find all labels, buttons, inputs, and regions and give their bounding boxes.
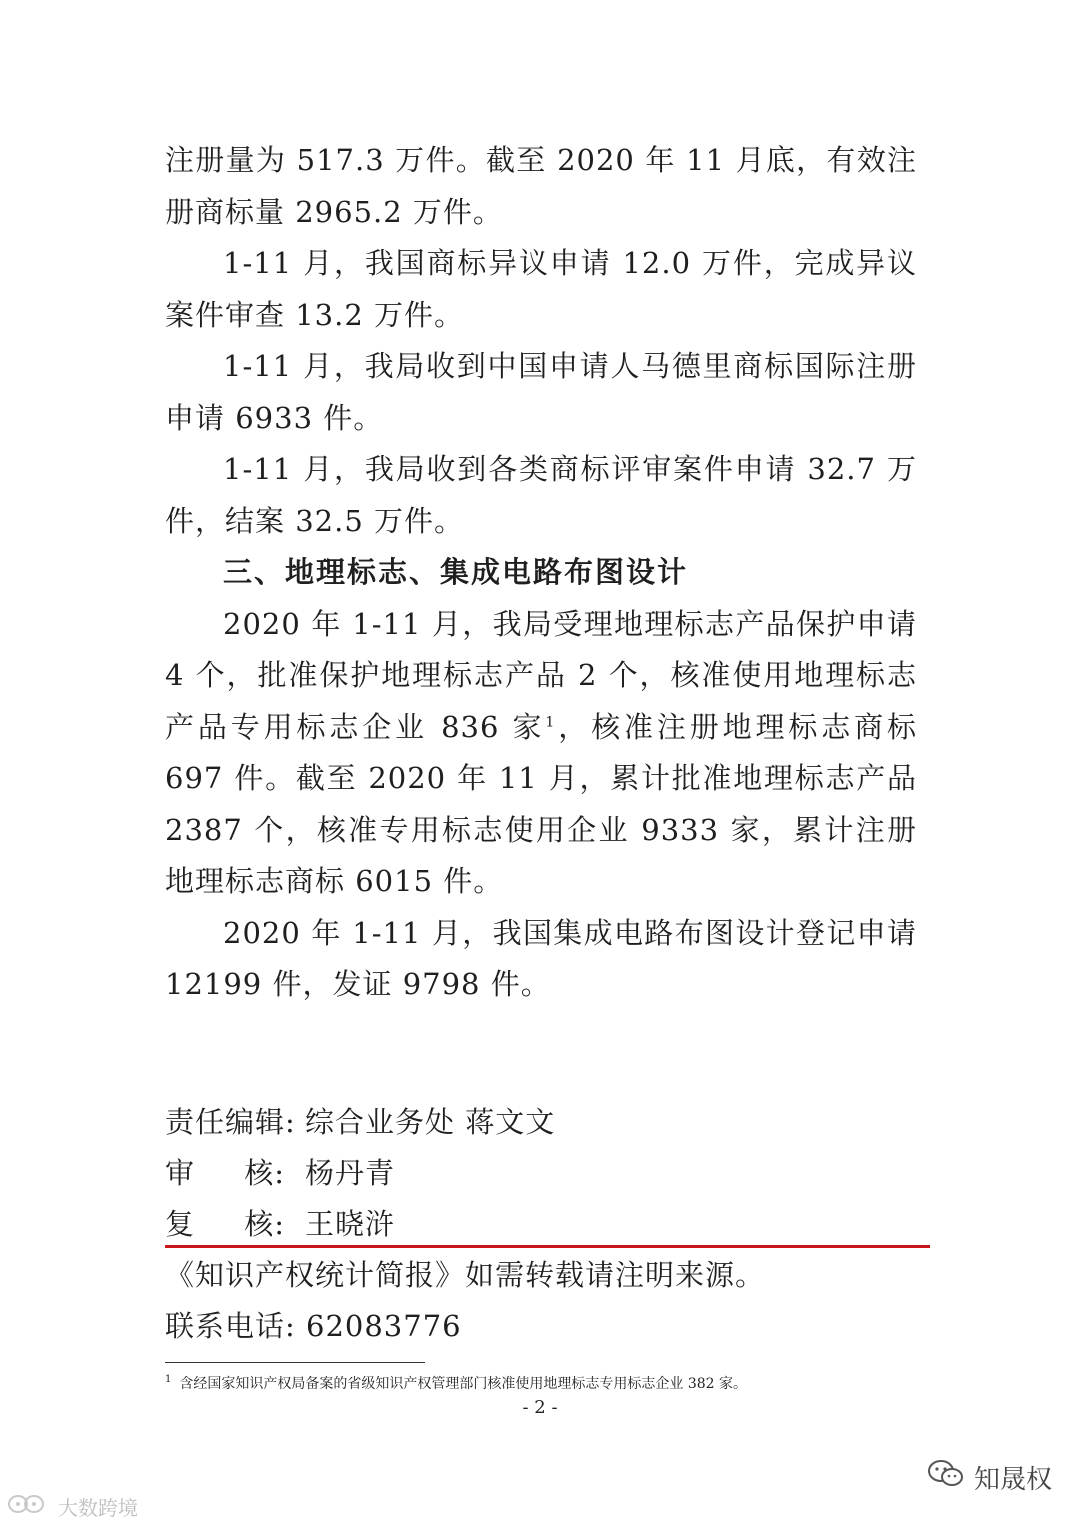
gi-text-part-2: ，核准注册地理标志商标 697 件。截至 2020 年 11 月，累计批准地理标志产品 2387 个，核准专用标志使用企业 9333 家，累计注册地理标志商标 6015 件。 bbox=[165, 709, 928, 898]
recheck-label bbox=[165, 1199, 285, 1250]
paragraph-madrid-applications: 1-11 月，我局收到中国申请人马德里商标国际注册申请 6933 件。 bbox=[165, 349, 917, 435]
review-label bbox=[165, 1148, 285, 1199]
paragraph-trademark-opposition: 1-11 月，我国商标异议申请 12.0 万件，完成异议案件审查 13.2 万件。 bbox=[165, 246, 917, 332]
editor-value: 综合业务处 蒋文文 bbox=[305, 1105, 556, 1139]
red-divider bbox=[165, 1245, 930, 1248]
page-number: - 2 - bbox=[522, 1397, 558, 1418]
notice-block bbox=[165, 1250, 765, 1352]
footnote bbox=[165, 1374, 747, 1394]
watermark-left-text: 大数跨境 bbox=[58, 1496, 138, 1520]
reprint-notice: 《知识产权统计简报》如需转载请注明来源。 bbox=[165, 1258, 766, 1292]
watermark-left bbox=[6, 1492, 138, 1521]
recheck-label-suffix: 核: bbox=[244, 1207, 285, 1241]
paragraph-ic-layout-design: 2020 年 1-11 月，我国集成电路布图设计登记申请 12199 件，发证 9798 件。 bbox=[165, 915, 928, 1001]
watermark-right bbox=[926, 1458, 1052, 1497]
review-label-suffix: 核: bbox=[244, 1156, 285, 1190]
paragraph-geographical-indications bbox=[165, 599, 928, 908]
signoff-review-row bbox=[165, 1148, 555, 1199]
wechat-icon bbox=[926, 1458, 966, 1497]
chat-bubble-icon bbox=[6, 1492, 52, 1521]
signoff-editor-row bbox=[165, 1097, 555, 1148]
recheck-label-char: 复 bbox=[165, 1207, 196, 1241]
section-heading: 三、地理标志、集成电路布图设计 bbox=[223, 555, 689, 589]
contact-phone: 联系电话: 62083776 bbox=[165, 1309, 462, 1343]
footnote-text: 含经国家知识产权局备案的省级知识产权管理部门核准使用地理标志专用标志企业 382 家。 bbox=[179, 1376, 747, 1392]
watermark-right-text: 知晟权 bbox=[974, 1465, 1053, 1495]
paragraph-trademark-registration: 注册量为 517.3 万件。截至 2020 年 11 月底，有效注册商标量 2965.2 万件。 bbox=[165, 143, 917, 229]
signoff-recheck-row bbox=[165, 1199, 555, 1250]
gi-text-part-1: 2020 年 1-11 月，我局受理地理标志产品保护申请 4 个，批准保护地理标志产品 2 个，核准使用地理标志产品专用标志企业 836 家 bbox=[165, 606, 928, 744]
footnote-reference: 1 bbox=[545, 713, 556, 730]
review-label-char: 审 bbox=[165, 1156, 196, 1190]
editor-label: 责任编辑: bbox=[165, 1105, 296, 1139]
signoff-block bbox=[165, 1097, 555, 1250]
recheck-value: 王晓浒 bbox=[305, 1207, 396, 1241]
paragraph-trademark-review: 1-11 月，我局收到各类商标评审案件申请 32.7 万件，结案 32.5 万件。 bbox=[165, 452, 917, 538]
review-value: 杨丹青 bbox=[305, 1156, 396, 1190]
document-body bbox=[165, 135, 928, 1011]
footnote-divider bbox=[165, 1362, 425, 1363]
footnote-marker: 1 bbox=[165, 1374, 172, 1386]
